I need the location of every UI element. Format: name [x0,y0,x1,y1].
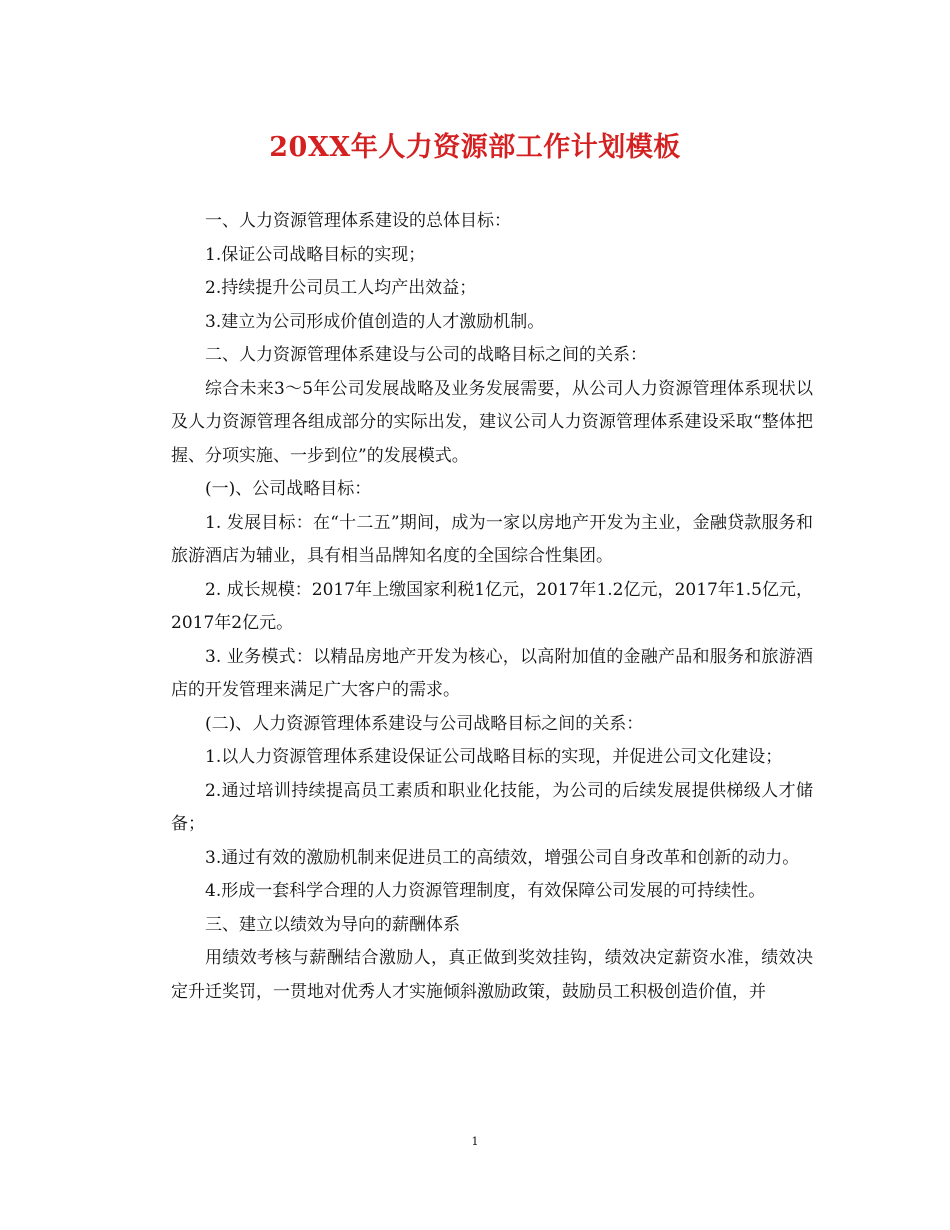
paragraph: 综合未来3～5年公司发展战略及业务发展需要，从公司人力资源管理体系现状以及人力资源管理各组成部分的实际出发，建议公司人力资源管理体系建设采取“整体把握、分项实施、一步到位”的发展模式。 [171,378,813,466]
page-number: 1 [471,1135,479,1148]
paragraph: (二)、人力资源管理体系建设与公司战略目标之间的关系： [205,713,644,734]
paragraph: 1.保证公司战略目标的实现； [205,244,426,265]
paragraph: 2.通过培训持续提高员工素质和职业化技能，为公司的后续发展提供梯级人才储备； [171,780,813,834]
paragraph: 一、人力资源管理体系建设的总体目标： [205,211,511,231]
paragraph: 3.建立为公司形成价值创造的人才激励机制。 [205,311,545,332]
paragraph: 2.持续提升公司员工人均产出效益； [205,278,477,298]
paragraph: 三、建立以绩效为导向的薪酬体系 [205,914,460,935]
paragraph: 4.形成一套科学合理的人力资源管理制度，有效保障公司发展的可持续性。 [205,881,766,901]
paragraph: 1.以人力资源管理体系建设保证公司战略目标的实现，并促进公司文化建设； [205,747,783,767]
document-body [171,205,813,1009]
document-title: 20XX年人力资源部工作计划模板 [269,132,681,163]
paragraph: 1. 发展目标：在“十二五”期间，成为一家以房地产开发为主业，金融贷款服务和旅游酒店为辅业，具有相当品牌知名度的全国综合性集团。 [171,512,813,566]
paragraph: 二、人力资源管理体系建设与公司的战略目标之间的关系： [205,345,647,365]
paragraph: (一)、公司战略目标： [205,479,372,499]
paragraph: 2. 成长规模：2017年上缴国家利税1亿元，2017年1.2亿元，2017年1.5亿元，2017年2亿元。 [171,579,813,633]
paragraph: 3. 业务模式：以精品房地产开发为核心，以高附加值的金融产品和服务和旅游酒店的开发管理来满足广大客户的需求。 [171,646,813,700]
paragraph: 3.通过有效的激励机制来促进员工的高绩效，增强公司自身改革和创新的动力。 [205,847,800,868]
paragraph: 用绩效考核与薪酬结合激励人，真正做到奖效挂钩，绩效决定薪资水准，绩效决定升迁奖罚，一贯地对优秀人才实施倾斜激励政策，鼓励员工积极创造价值，并 [171,948,813,1002]
